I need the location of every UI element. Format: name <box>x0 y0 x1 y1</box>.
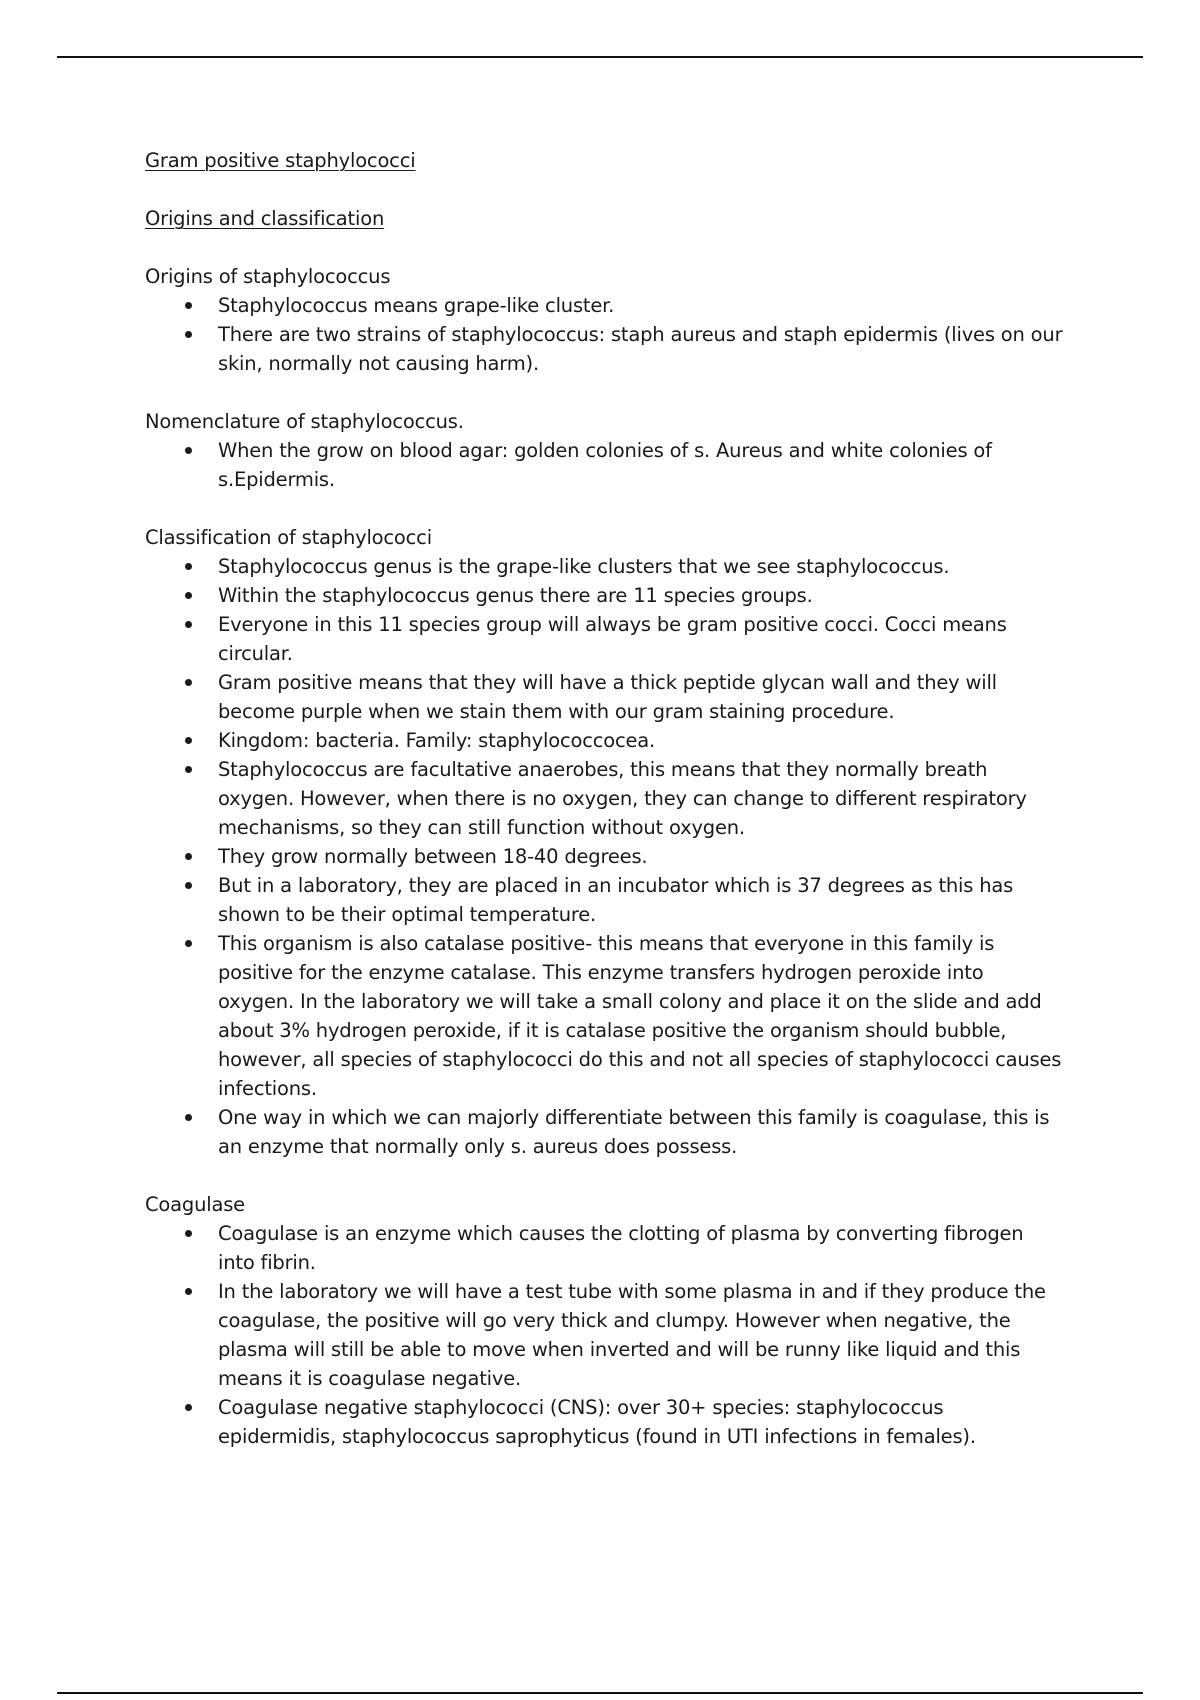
bullet-list <box>145 552 1065 1161</box>
bullet-item: This organism is also catalase positive- this means that everyone in this family is positive for the enzyme catalase. This enzyme transfers hydrogen peroxide into oxygen. In the laboratory we will take a small colony and place it on the slide and add about 3% hydrogen peroxide, if it is catalase positive the organism should bubble, however, all species of staphylococci do this and not all species of staphylococci causes infections. <box>145 929 1065 1103</box>
header-rule <box>57 56 1143 58</box>
bullet-list <box>145 291 1065 378</box>
bullet-item: Kingdom: bacteria. Family: staphylococcocea. <box>145 726 1065 755</box>
document-subtitle: Origins and classification <box>145 207 385 230</box>
bullet-item: Coagulase negative staphylococci (CNS): over 30+ species: staphylococcus epidermidis, staphylococcus saprophyticus (found in UTI infections in females). <box>145 1393 1065 1451</box>
document-title: Gram positive staphylococci <box>145 149 416 172</box>
bullet-item: There are two strains of staphylococcus: staph aureus and staph epidermis (lives on our skin, normally not causing harm). <box>145 320 1065 378</box>
section-nomenclature <box>145 407 1065 494</box>
document-body <box>145 146 1065 1480</box>
section-origins <box>145 262 1065 378</box>
bullet-item: In the laboratory we will have a test tube with some plasma in and if they produce the coagulase, the positive will go very thick and clumpy. However when negative, the plasma will still be able to move when inverted and will be runny like liquid and this means it is coagulase negative. <box>145 1277 1065 1393</box>
bullet-item: Staphylococcus genus is the grape-like clusters that we see staphylococcus. <box>145 552 1065 581</box>
section-heading: Coagulase <box>145 1193 245 1216</box>
section-coagulase <box>145 1190 1065 1451</box>
section-classification <box>145 523 1065 1161</box>
bullet-item: Within the staphylococcus genus there are 11 species groups. <box>145 581 1065 610</box>
section-heading: Origins of staphylococcus <box>145 265 391 288</box>
section-heading: Classification of staphylococci <box>145 526 432 549</box>
bullet-item: One way in which we can majorly differentiate between this family is coagulase, this is an enzyme that normally only s. aureus does possess. <box>145 1103 1065 1161</box>
bullet-list <box>145 436 1065 494</box>
bullet-list <box>145 1219 1065 1451</box>
bullet-item: Coagulase is an enzyme which causes the clotting of plasma by converting fibrogen into fibrin. <box>145 1219 1065 1277</box>
bullet-item: Staphylococcus means grape-like cluster. <box>145 291 1065 320</box>
bullet-item: They grow normally between 18-40 degrees. <box>145 842 1065 871</box>
bullet-item: But in a laboratory, they are placed in an incubator which is 37 degrees as this has shown to be their optimal temperature. <box>145 871 1065 929</box>
bullet-item: When the grow on blood agar: golden colonies of s. Aureus and white colonies of s.Epidermis. <box>145 436 1065 494</box>
section-heading: Nomenclature of staphylococcus. <box>145 410 464 433</box>
footer-rule <box>57 1692 1143 1694</box>
bullet-item: Staphylococcus are facultative anaerobes, this means that they normally breath oxygen. However, when there is no oxygen, they can change to different respiratory mechanisms, so they can still function without oxygen. <box>145 755 1065 842</box>
bullet-item: Everyone in this 11 species group will always be gram positive cocci. Cocci means circular. <box>145 610 1065 668</box>
bullet-item: Gram positive means that they will have a thick peptide glycan wall and they will become purple when we stain them with our gram staining procedure. <box>145 668 1065 726</box>
